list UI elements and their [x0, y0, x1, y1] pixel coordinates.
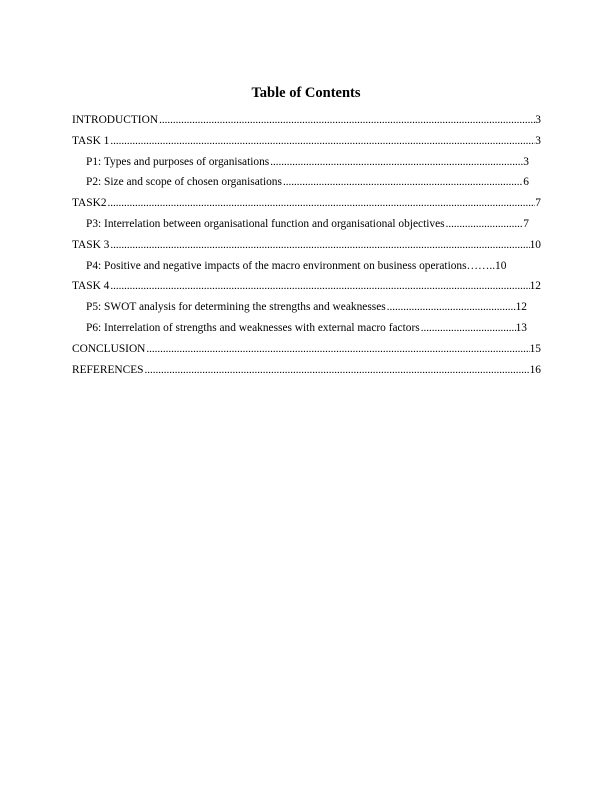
toc-link-p4[interactable]: [86, 258, 527, 275]
toc-link-p1[interactable]: [86, 154, 529, 171]
toc-entry-page: 12: [515, 301, 527, 314]
toc-entry-label: CONCLUSION: [72, 342, 146, 355]
toc-entry-page: 7: [523, 217, 529, 230]
toc-entry-p4: [72, 258, 541, 279]
toc-entry-references: [72, 362, 541, 383]
toc-dot-leader: [283, 174, 523, 191]
toc-entry-label: P6: Interrelation of strengths and weaknesses with external macro factors: [86, 321, 420, 334]
toc-entry-label: TASK 1: [72, 134, 110, 147]
toc-link-task-4[interactable]: [72, 278, 541, 295]
toc-dot-leader: [270, 154, 523, 171]
toc-entry-label: TASK 3: [72, 238, 110, 251]
toc-entry-p5: [72, 299, 541, 320]
toc-entry-page: 16: [529, 363, 541, 376]
toc-link-introduction[interactable]: [72, 112, 541, 129]
toc-entry-p2: [72, 174, 541, 195]
toc-entry-label: TASK 4: [72, 280, 110, 293]
toc-dot-leader: [110, 133, 535, 150]
toc-entry-conclusion: [72, 341, 541, 362]
toc-link-conclusion[interactable]: [72, 341, 541, 358]
toc-dot-leader: [110, 278, 529, 295]
toc-entry-page: 7: [535, 197, 541, 210]
toc-entry-p3: [72, 216, 541, 237]
toc-entry-label: P4: Positive and negative impacts of the macro environment on business operations……..: [86, 259, 496, 272]
toc-link-p2[interactable]: [86, 174, 529, 191]
toc-entry-task-1: [72, 133, 541, 154]
toc-link-task-1[interactable]: [72, 133, 541, 150]
toc-dot-leader: [146, 341, 529, 358]
toc-entry-page: 3: [535, 114, 541, 126]
toc-dot-leader: [446, 216, 524, 233]
toc-dot-leader: [145, 362, 530, 379]
toc-entry-page: 3: [535, 134, 541, 147]
toc-dot-leader: [387, 299, 516, 316]
toc-dot-leader: [108, 195, 536, 212]
toc-entry-label: P5: SWOT analysis for determining the strengths and weaknesses: [86, 301, 386, 314]
toc-link-p5[interactable]: [86, 299, 527, 316]
toc-entry-task-2: [72, 195, 541, 216]
toc-entry-p6: [72, 320, 541, 341]
toc-entry-task-3: [72, 237, 541, 258]
toc-entry-label: P1: Types and purposes of organisations: [86, 155, 270, 168]
toc-entry-page: 10: [529, 238, 541, 251]
toc-entry-page: 15: [529, 342, 541, 355]
toc-list: [72, 112, 541, 382]
toc-entry-introduction: [72, 112, 541, 133]
toc-entry-label: P3: Interrelation between organisational function and organisational objectives: [86, 217, 445, 230]
toc-dot-leader: [159, 112, 535, 129]
toc-link-p6[interactable]: [86, 320, 527, 337]
toc-entry-label: TASK2: [72, 197, 107, 210]
toc-entry-label: INTRODUCTION: [72, 114, 159, 126]
toc-entry-p1: [72, 154, 541, 175]
toc-entry-task-4: [72, 278, 541, 299]
toc-entry-page: 3: [523, 155, 529, 168]
toc-entry-page: 12: [529, 280, 541, 293]
toc-dot-leader: [421, 320, 516, 337]
toc-entry-label: REFERENCES: [72, 363, 144, 376]
toc-dot-leader: [110, 237, 529, 254]
toc-entry-page: 13: [515, 321, 527, 334]
toc-entry-page: 6: [523, 176, 529, 189]
toc-title: Table of Contents: [251, 85, 361, 101]
toc-link-task-3[interactable]: [72, 237, 541, 254]
toc-link-p3[interactable]: [86, 216, 529, 233]
toc-entry-label: P2: Size and scope of chosen organisations: [86, 176, 282, 189]
toc-link-task-2[interactable]: [72, 195, 541, 212]
toc-entry-page: 10: [495, 259, 507, 272]
toc-link-references[interactable]: [72, 362, 541, 379]
